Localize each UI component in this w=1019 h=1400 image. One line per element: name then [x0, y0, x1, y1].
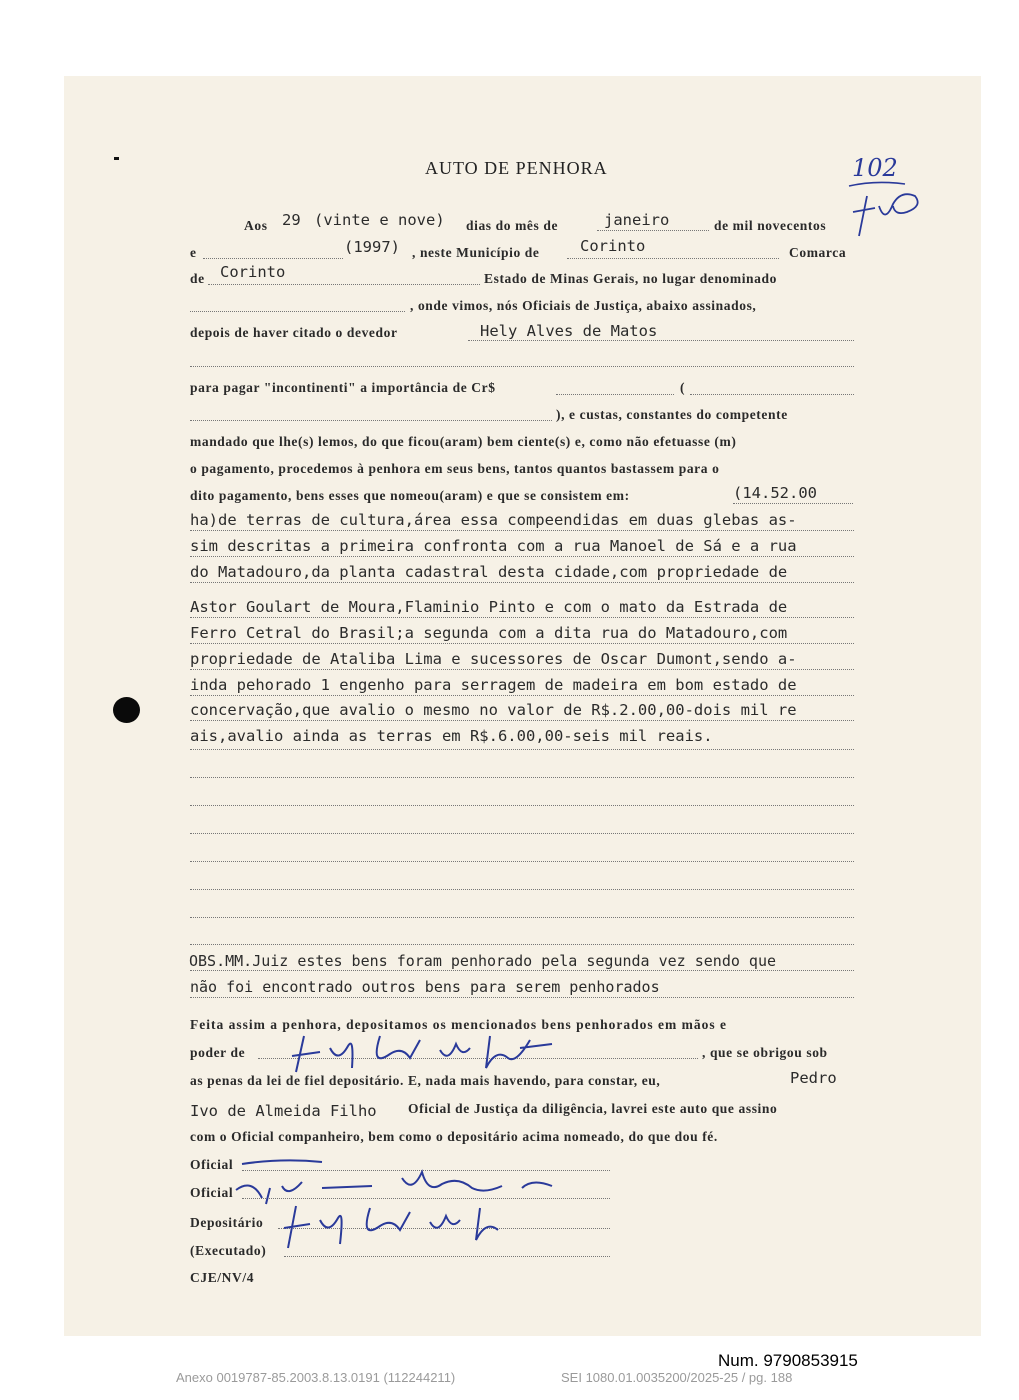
bens-line: concervação,que avalio o mesmo no valor de R$.2.00,00-dois mil re	[190, 701, 797, 719]
bens-line: inda pehorado 1 engenho para serragem de madeira em bom estado de	[190, 676, 797, 694]
label-poder-de: poder de	[190, 1045, 246, 1060]
obs-line: OBS.MM.Juiz estes bens foram penhorado pela segunda vez sendo que	[189, 952, 776, 970]
label-comarca: Comarca	[789, 245, 847, 260]
bens-line: Ferro Cetral do Brasil;a segunda com a dita rua do Matadouro,com	[190, 624, 788, 642]
label-onde-vimos: , onde vimos, nós Oficiais de Justiça, abaixo assinados,	[410, 298, 757, 313]
bens-line: propriedade de Ataliba Lima e sucessores de Oscar Dumont,sendo a-	[190, 650, 797, 668]
field-dia: 29	[282, 211, 301, 229]
handwritten-page-number: 102	[852, 154, 898, 182]
document-number: Num. 9790853915	[718, 1351, 858, 1370]
paren-open: (	[680, 380, 686, 395]
label-executado: (Executado)	[190, 1243, 267, 1258]
ano-close: )	[390, 238, 401, 256]
label-mil-novecentos: de mil novecentos	[714, 218, 827, 233]
label-dito-pagamento: dito pagamento, bens esses que nomeou(aram) e que se consistem em:	[190, 488, 630, 503]
bens-line: Astor Goulart de Moura,Flaminio Pinto e com o mato da Estrada de	[190, 598, 788, 616]
label-aos: Aos	[244, 218, 268, 233]
label-oficial-1: Oficial	[190, 1157, 234, 1172]
bens-line: sim descritas a primeira confronta com a rua Manoel de Sá e a rua	[190, 537, 797, 555]
field-comarca: Corinto	[220, 263, 286, 281]
footer-anexo: Anexo 0019787-85.2003.8.13.0191 (112244211)	[176, 1370, 456, 1385]
punch-hole-mark	[113, 697, 140, 723]
bens-line: ais,avalio ainda as terras em R$.6.00,00-seis mil reais.	[190, 727, 713, 745]
label-oficial-2: Oficial	[190, 1185, 234, 1200]
field-oficial-nome-1: Pedro	[790, 1069, 837, 1087]
field-dia-extenso: (vinte e nove)	[314, 211, 445, 229]
field-devedor: Hely Alves de Matos	[480, 322, 658, 340]
label-custas: ), e custas, constantes do competente	[556, 407, 788, 422]
field-municipio: Corinto	[580, 237, 646, 255]
label-companheiro: com o Oficial companheiro, bem como o depositário acima nomeado, do que dou fé.	[190, 1129, 718, 1144]
handwritten-initials-icon	[845, 176, 930, 246]
label-de: de	[190, 271, 205, 286]
label-que-se-obrigou: , que se obrigou sob	[702, 1045, 828, 1060]
field-bens-inicio: (14.52.00	[733, 484, 817, 502]
label-mandado: mandado que lhe(s) lemos, do que ficou(aram) bem ciente(s) e, como não efetuasse (m)	[190, 434, 737, 449]
field-oficial-nome-2: Ivo de Almeida Filho	[190, 1102, 377, 1120]
footer-sei: SEI 1080.01.0035200/2025-25 / pg. 188	[561, 1370, 793, 1385]
label-pagamento: o pagamento, procedemos à penhora em seus bens, tantos quantos bastassem para o	[190, 461, 720, 476]
label-e: e	[190, 245, 197, 260]
label-estado-lugar: Estado de Minas Gerais, no lugar denominado	[484, 271, 777, 286]
label-para-pagar: para pagar "incontinenti" a importância de Cr$	[190, 380, 496, 395]
label-municipio: , neste Município de	[412, 245, 540, 260]
ink-speck	[114, 157, 119, 160]
bens-line: ha)de terras de cultura,área essa compeendidas em duas glebas as-	[190, 511, 797, 529]
document-title: AUTO DE PENHORA	[425, 158, 608, 178]
obs-line: não foi encontrado outros bens para serem penhorados	[190, 978, 660, 996]
depositary-signature-image	[290, 1028, 560, 1078]
bens-line: do Matadouro,da planta cadastral desta cidade,com propriedade de	[190, 563, 788, 581]
form-code: CJE/NV/4	[190, 1270, 255, 1285]
field-ano	[344, 238, 400, 256]
label-feita-assim: Feita assim a penhora, depositamos os mencionados bens penhorados em mãos e	[190, 1017, 728, 1032]
field-mes: janeiro	[604, 211, 670, 229]
label-as-penas: as penas da lei de fiel depositário. E, nada mais havendo, para constar, eu,	[190, 1073, 661, 1088]
label-oficial-justica: Oficial de Justiça da diligência, lavrei este auto que assino	[408, 1101, 778, 1116]
label-depositario: Depositário	[190, 1215, 264, 1230]
ano-value: (1997	[344, 238, 391, 256]
label-devedor: depois de haver citado o devedor	[190, 325, 398, 340]
depositario-signature-image	[280, 1200, 520, 1256]
label-dias-do-mes: dias do mês de	[466, 218, 559, 233]
